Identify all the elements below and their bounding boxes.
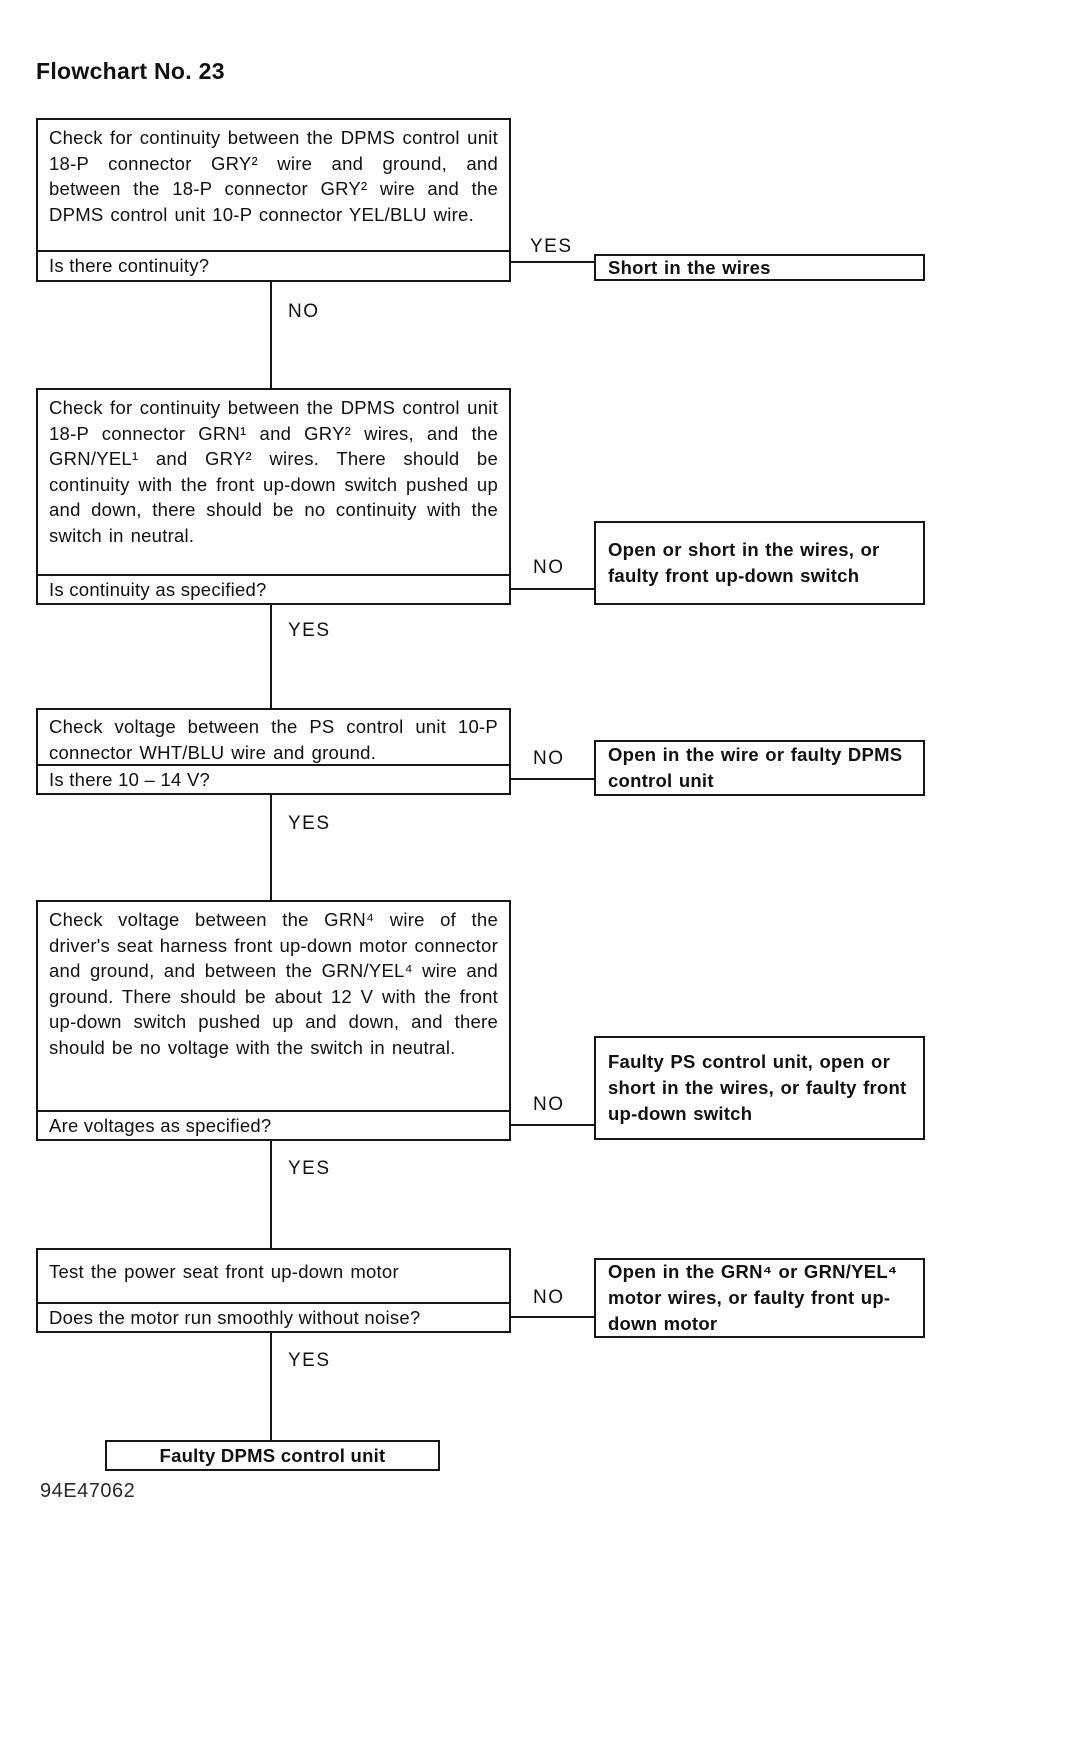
step-5-down-connector-line: [270, 1333, 272, 1440]
step-2-yes-label: YES: [288, 620, 331, 641]
step-1-yes-label: YES: [530, 236, 573, 257]
document-code: 94E47062: [40, 1480, 136, 1502]
final-result-box: [105, 1440, 440, 1471]
step-3-side-connector-line: [511, 778, 594, 780]
step-5-question-text: Does the motor run smoothly without noise?: [49, 1306, 421, 1328]
step-1-no-label: NO: [288, 301, 320, 322]
step-2-side-connector-line: [511, 588, 594, 590]
step-5-result-text: Open in the GRN⁴ or GRN/YEL⁴ motor wires, or faulty front up-down motor: [608, 1261, 898, 1334]
step-1-side-connector-line: [511, 261, 594, 263]
step-2-question-box: [36, 574, 511, 605]
step-2-result-text: Open or short in the wires, or faulty front up-down switch: [608, 539, 880, 586]
step-1-question-box: [36, 250, 511, 282]
step-4-no-label: NO: [533, 1094, 565, 1115]
step-5-side-connector-line: [511, 1316, 594, 1318]
step-4-action-box: [36, 900, 511, 1112]
final-result-text: Faulty DPMS control unit: [159, 1444, 386, 1466]
step-4-action-text: Check voltage between the GRN⁴ wire of the driver's seat harness front up-down motor connector and ground, and between the GRN/YEL⁴ wire and ground. There should be about 12 V with the front up-down switch pushed up and down, and there should be no voltage with the switch in neutral.: [49, 909, 498, 1058]
step-4-yes-label: YES: [288, 1158, 331, 1179]
step-2-no-label: NO: [533, 557, 565, 578]
step-3-no-label: NO: [533, 748, 565, 769]
step-4-down-connector-line: [270, 1141, 272, 1248]
step-5-result-box: [594, 1258, 925, 1338]
step-5-yes-label: YES: [288, 1350, 331, 1371]
step-5-question-box: [36, 1302, 511, 1333]
step-3-yes-label: YES: [288, 813, 331, 834]
step-2-result-box: [594, 521, 925, 605]
step-3-question-box: [36, 764, 511, 795]
step-5-action-text: Test the power seat front up-down motor: [49, 1261, 399, 1282]
step-1-down-connector-line: [270, 282, 272, 388]
step-1-question-text: Is there continuity?: [49, 255, 210, 276]
step-3-result-text: Open in the wire or faulty DPMS control unit: [608, 744, 903, 791]
step-3-question-text: Is there 10 – 14 V?: [49, 768, 211, 790]
step-1-action-box: [36, 118, 511, 252]
page-title: Flowchart No. 23: [36, 58, 225, 84]
step-2-question-text: Is continuity as specified?: [49, 578, 267, 600]
step-2-action-box: [36, 388, 511, 576]
step-3-action-text: Check voltage between the PS control unit 10-P connector WHT/BLU wire and ground.: [49, 716, 498, 763]
step-4-question-text: Are voltages as specified?: [49, 1114, 272, 1136]
step-3-result-box: [594, 740, 925, 796]
step-1-result-box: [594, 254, 925, 281]
step-3-action-box: [36, 708, 511, 766]
step-3-down-connector-line: [270, 795, 272, 900]
step-4-result-box: [594, 1036, 925, 1140]
step-4-result-text: Faulty PS control unit, open or short in the wires, or faulty front up-down switch: [608, 1051, 907, 1124]
step-4-side-connector-line: [511, 1124, 594, 1126]
step-5-action-box: [36, 1248, 511, 1304]
step-1-result-text: Short in the wires: [608, 256, 771, 278]
step-1-action-text: Check for continuity between the DPMS control unit 18-P connector GRY² wire and ground, and between the 18-P connector GRY² wire and the DPMS control unit 10-P connector YEL/BLU wire.: [49, 127, 498, 225]
step-2-down-connector-line: [270, 605, 272, 708]
step-4-question-box: [36, 1110, 511, 1141]
step-2-action-text: Check for continuity between the DPMS control unit 18-P connector GRN¹ and GRY² wires, and the GRN/YEL¹ and GRY² wires. There should be continuity with the front up-down switch pushed up and down, there should be no continuity with the switch in neutral.: [49, 397, 498, 546]
step-5-no-label: NO: [533, 1287, 565, 1308]
